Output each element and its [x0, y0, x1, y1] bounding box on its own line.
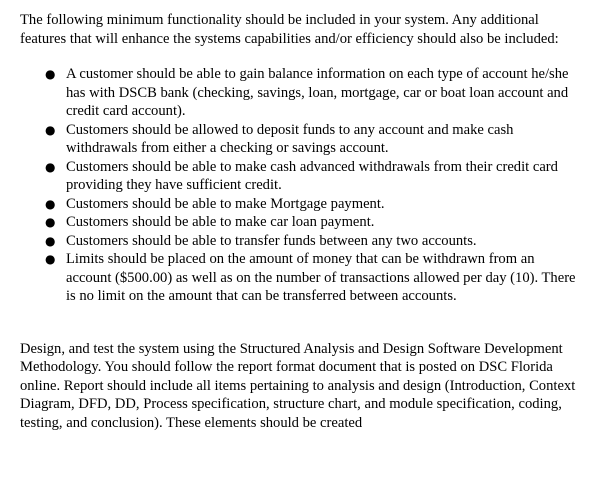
requirement-text: Customers should be allowed to deposit funds to any account and make cash withdrawals from either a checking or savings account.: [66, 121, 514, 156]
requirement-text: Limits should be placed on the amount of money that can be withdrawn from an account ($500.00) as well as on the number of transactions allowed per day (10). There is no limit on the amount that can be transferred between accounts.: [66, 251, 576, 304]
requirement-text: Customers should be able to make cash advanced withdrawals from their credit card providing they have sufficient credit.: [66, 158, 558, 193]
requirements-list: [20, 65, 582, 306]
bullet-icon: ●: [45, 233, 56, 248]
bullet-icon: ●: [45, 67, 56, 81]
intro-paragraph: The following minimum functionality should be included in your system. Any additional features that will enhance the systems capabilities and/or efficiency should also be included:: [20, 12, 559, 47]
list-item: [20, 65, 582, 121]
design-paragraph: Design, and test the system using the Structured Analysis and Design Software Development Methodology. You should follow the report format document that is posted on DSC Florida online. Report should include all items pertaining to analysis and design (Introduction, Context Diagram, DFD, DD, Process specification, structure chart, and module specification, coding, testing, and conclusion). These elements should be created: [20, 340, 576, 431]
bullet-icon: ●: [45, 122, 56, 137]
document-body: [20, 11, 582, 432]
bullet-icon: ●: [45, 252, 56, 266]
requirement-text: Customers should be able to make car loan payment.: [66, 214, 375, 230]
list-item: [20, 213, 582, 232]
list-item: [20, 158, 582, 195]
bullet-icon: ●: [45, 196, 56, 211]
requirement-text: Customers should be able to transfer funds between any two accounts.: [66, 232, 477, 249]
list-item: [20, 121, 582, 158]
bullet-icon: ●: [45, 215, 56, 229]
list-item: [20, 250, 582, 306]
list-item: [20, 195, 582, 214]
requirement-text: A customer should be able to gain balance information on each type of account he/she has with DSCB bank (checking, savings, loan, mortgage, car or boat loan account and credit card account).: [66, 66, 569, 119]
bullet-icon: ●: [45, 159, 56, 174]
list-item: [20, 232, 582, 251]
requirement-text: Customers should be able to make Mortgage payment.: [66, 195, 385, 212]
